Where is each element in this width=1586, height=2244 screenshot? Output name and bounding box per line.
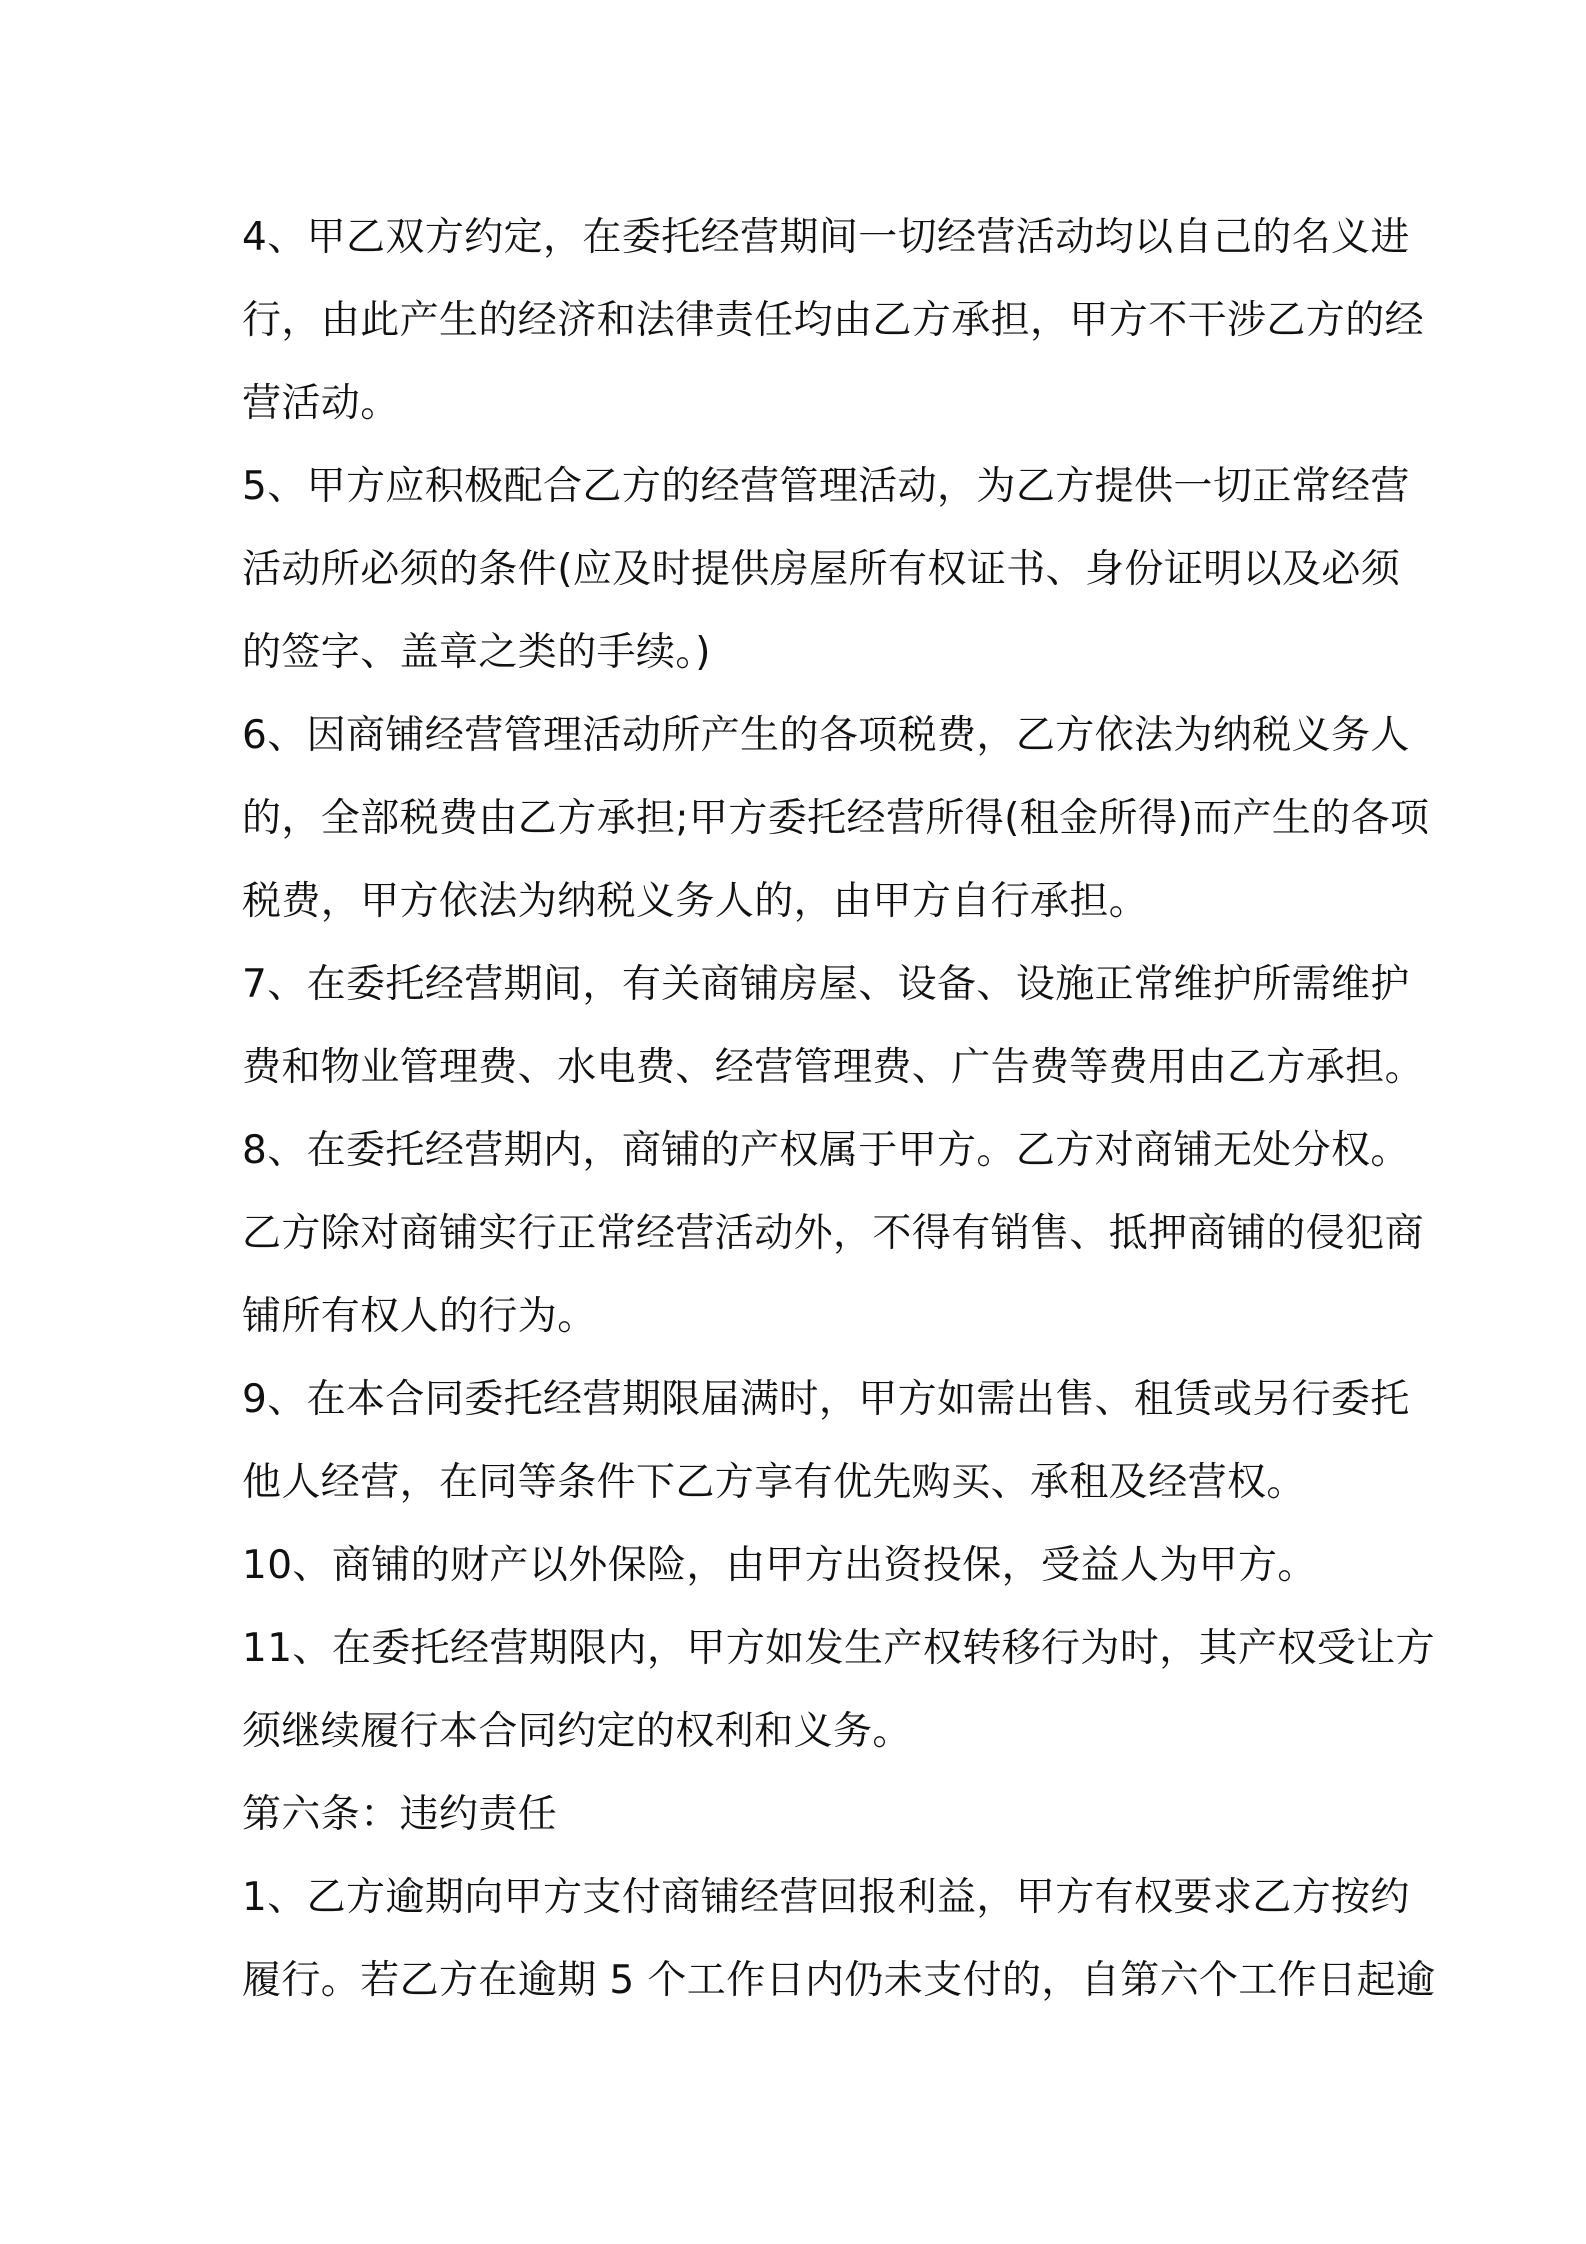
clause-8-line-1: 8、在委托经营期内，商铺的产权属于甲方。乙方对商铺无处分权。	[242, 1128, 1410, 1173]
clause-4-line-1: 4、甲乙双方约定，在委托经营期间一切经营活动均以自己的名义进	[242, 215, 1410, 260]
clause-11-line-1: 11、在委托经营期限内，甲方如发生产权转移行为时，其产权受让方	[242, 1626, 1436, 1671]
clause-6-line-3: 税费，甲方依法为纳税义务人的，由甲方自行承担。	[242, 879, 1149, 924]
clause-4-line-2: 行，由此产生的经济和法律责任均由乙方承担，甲方不干涉乙方的经	[242, 298, 1425, 343]
clause-5-line-3: 的签字、盖章之类的手续。)	[242, 630, 711, 675]
clause-6-line-1: 6、因商铺经营管理活动所产生的各项税费，乙方依法为纳税义务人	[242, 713, 1410, 758]
clause-8-line-3: 铺所有权人的行为。	[242, 1294, 597, 1339]
clause-5-line-2: 活动所必须的条件(应及时提供房屋所有权证书、身份证明以及必须	[242, 547, 1401, 592]
clause-6-line-2: 的，全部税费由乙方承担;甲方委托经营所得(租金所得)而产生的各项	[242, 796, 1430, 841]
article-6-clause-1-line-1: 1、乙方逾期向甲方支付商铺经营回报利益，甲方有权要求乙方按约	[242, 1875, 1410, 1920]
clause-11-line-2: 须继续履行本合同约定的权利和义务。	[242, 1709, 912, 1754]
clause-4-line-3: 营活动。	[242, 381, 400, 426]
contract-text-body	[242, 196, 1436, 2022]
article-6-clause-1-line-2: 履行。若乙方在逾期 5 个工作日内仍未支付的，自第六个工作日起逾	[242, 1958, 1436, 2003]
clause-9-line-2: 他人经营，在同等条件下乙方享有优先购买、承租及经营权。	[242, 1460, 1306, 1505]
clause-9-line-1: 9、在本合同委托经营期限届满时，甲方如需出售、租赁或另行委托	[242, 1377, 1410, 1422]
clause-5-line-1: 5、甲方应积极配合乙方的经营管理活动，为乙方提供一切正常经营	[242, 464, 1410, 509]
clause-10-line-1: 10、商铺的财产以外保险，由甲方出资投保，受益人为甲方。	[242, 1543, 1317, 1588]
article-6-heading: 第六条：违约责任	[242, 1792, 558, 1837]
clause-7-line-1: 7、在委托经营期间，有关商铺房屋、设备、设施正常维护所需维护	[242, 962, 1410, 1007]
clause-7-line-2: 费和物业管理费、水电费、经营管理费、广告费等费用由乙方承担。	[242, 1045, 1425, 1090]
clause-8-line-2: 乙方除对商铺实行正常经营活动外，不得有销售、抵押商铺的侵犯商	[242, 1211, 1425, 1256]
